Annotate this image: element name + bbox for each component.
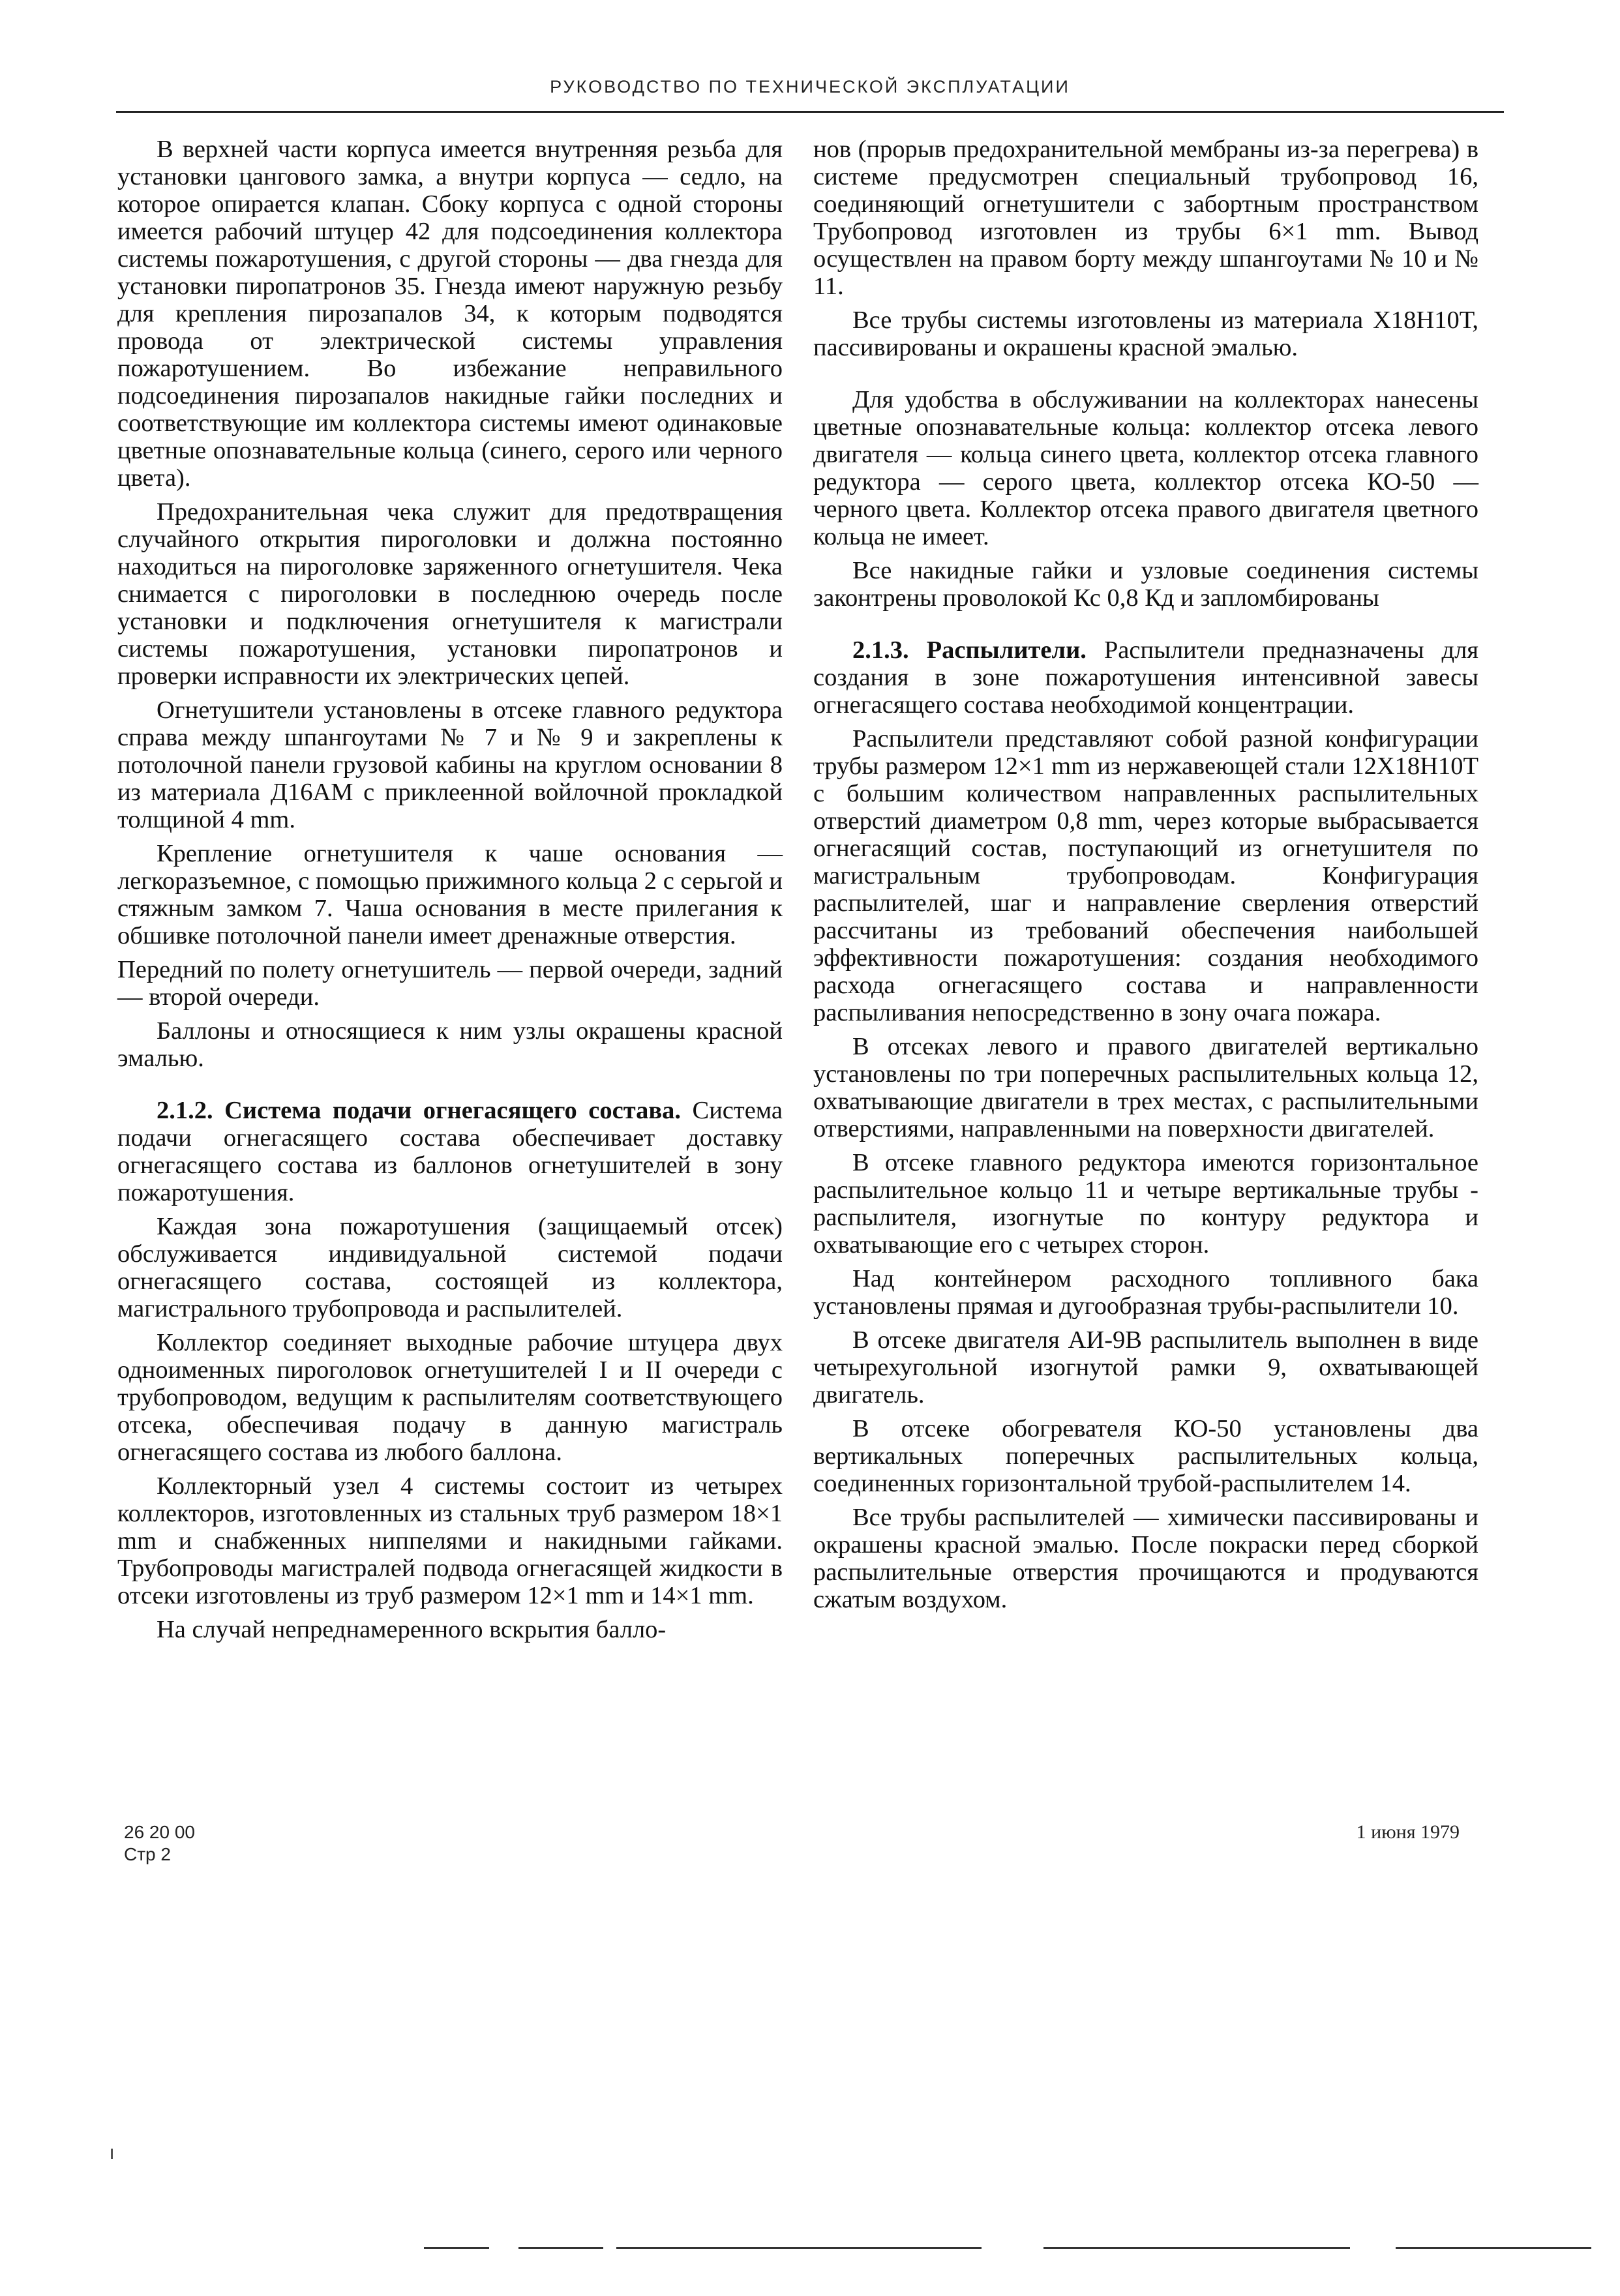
section-paragraph <box>813 636 1478 719</box>
document-code: 26 20 00 <box>124 1822 195 1842</box>
paragraph: Каждая зона пожаротушения (защищаемый отсек) обслуживается индивидуальной системой подачи огнегасящего состава, состоящей из коллектора, магистрального трубопровода и распылителей. <box>117 1213 783 1322</box>
running-header: РУКОВОДСТВО ПО ТЕХНИЧЕСКОЙ ЭКСПЛУАТАЦИИ <box>550 77 1070 97</box>
paragraph: Все трубы распылителей — химически пассивированы и окрашены красной эмалью. После покраски перед сборкой распылительные отверстия прочищаются и продуваются сжатым воздухом. <box>813 1504 1478 1613</box>
left-column <box>117 136 783 1650</box>
paragraph: В отсеке обогревателя КО-50 установлены два вертикальных поперечных распылительных кольца, соединенных горизонтальной трубой-распылителем 14. <box>813 1415 1478 1497</box>
paragraph: На случай непреднамеренного вскрытия балло- <box>157 1616 667 1643</box>
section-heading-2-1-3: 2.1.3. Распылители. <box>852 636 1087 664</box>
header-rule <box>116 111 1504 113</box>
paragraph: В отсеке двигателя АИ-9В распылитель выполнен в виде четырехугольной изогнутой рамки 9, охватывающей двигатель. <box>813 1326 1478 1409</box>
scan-speck <box>111 2149 113 2159</box>
paragraph: В отсеке главного редуктора имеются горизонтальное распылительное кольцо 11 и четыре вертикальные трубы - распылителя, изогнутые по контуру редуктора и охватывающие его с четырех сторон. <box>813 1149 1478 1259</box>
scan-artifact-line <box>1396 2247 1591 2249</box>
paragraph: Баллоны и относящиеся к ним узлы окрашены красной эмалью. <box>117 1017 783 1072</box>
scan-artifact-line <box>1043 2247 1350 2249</box>
paragraph: Все накидные гайки и узловые соединения системы законтрены проволокой Кс 0,8 Кд и запломбированы <box>813 557 1478 612</box>
section-heading-2-1-2: 2.1.2. Система подачи огнегасящего состава. <box>157 1097 682 1124</box>
paragraph: Коллектор соединяет выходные рабочие штуцера двух одноименных пироголовок огнетушителей I и II очереди с трубопроводом, ведущим к распылителям соответствующего отсека, обеспечивая подачу в данную магистраль огнегасящего состава из любого баллона. <box>117 1329 783 1466</box>
paragraph: Крепление огнетушителя к чаше основания — легкоразъемное, с помощью прижимного кольца 2 с серьгой и стяжным замком 7. Чаша основания в месте прилегания к обшивке потолочной панели имеет дренажные отверстия. <box>117 840 783 949</box>
scan-artifact-line <box>424 2247 489 2249</box>
page-number: Стр 2 <box>124 1844 171 1864</box>
paragraph: Предохранительная чека служит для предотвращения случайного открытия пироголовки и должна постоянно находиться на пироголовке заряженного огнетушителя. Чека снимается с пироголовки в последнюю очередь после установки и подключения огнетушителя к магистрали системы пожаротушения, установки пиропатронов и проверки исправности их электрических цепей. <box>117 498 783 690</box>
section-text: Система подачи огнегасящего состава обеспечивает доставку огнегасящего состава из баллонов огнетушителей в зону пожаротушения. <box>117 1097 783 1206</box>
paragraph: В верхней части корпуса имеется внутренняя резьба для установки цангового замка, а внутри корпуса — седло, на которое опирается клапан. Сбоку корпуса с одной стороны имеется рабочий штуцер 42 для подсоединения коллектора системы пожаротушения, с другой стороны — два гнезда для установки пиропатронов 35. Гнезда имеют наружную резьбу для крепления пирозапалов 34, к которым подводятся провода от электрической системы управления пожаротушением. Во избежание неправильного подсоединения пирозапалов накидные гайки последних и соответствующие им коллектора системы имеют одинаковые цветные опознавательные кольца (синего, серого или черного цвета). <box>117 136 783 492</box>
section-paragraph <box>117 1097 783 1206</box>
scan-artifact-line <box>518 2247 603 2249</box>
footer-date: 1 июня 1979 <box>1356 1821 1460 1843</box>
paragraph: Распылители представляют собой разной конфигурации трубы размером 12×1 mm из нержавеющей стали 12Х18Н10Т с большим количеством направленных распылительных отверстий диаметром 0,8 mm, через которые выбрасывается огнегасящий состав, поступающий из огнетушителя по магистральным трубопроводам. Конфигурация распылителей, шаг и направление сверления отверстий рассчитаны из требований обеспечения наибольшей эффективности пожаротушения: создания необходимого расхода огнегасящего состава и направленности распыливания непосредственно в зону очага пожара. <box>813 725 1478 1026</box>
scan-artifact-line <box>616 2247 982 2249</box>
paragraph: Все трубы системы изготовлены из материала Х18Н10Т, пассивированы и окрашены красной эмалью. <box>813 306 1478 361</box>
paragraph: Огнетушители установлены в отсеке главного редуктора справа между шпангоутами № 7 и № 9 и закреплены к потолочной панели грузовой кабины на круглом основании 8 из материала Д16АМ с приклеенной войлочной прокладкой толщиной 4 mm. <box>117 696 783 833</box>
paragraph: Коллекторный узел 4 системы состоит из четырех коллекторов, изготовленных из стальных труб размером 18×1 mm и снабженных ниппелями и накидными гайками. Трубопроводы магистралей подвода огнегасящей жидкости в отсеки изготовлены из труб размером 12×1 mm и 14×1 mm. <box>117 1472 783 1609</box>
right-column <box>813 136 1478 1620</box>
footer-doc-code <box>124 1821 195 1866</box>
paragraph: нов (прорыв предохранительной мембраны из-за перегрева) в системе предусмотрен специальный трубопровод 16, соединяющий огнетушители с забортным пространством Трубопровод изготовлен из трубы 6×1 mm. Вывод осуществлен на правом борту между шпангоутами № 10 и № 11. <box>813 136 1478 300</box>
paragraph: Для удобства в обслуживании на коллекторах нанесены цветные опознавательные кольца: коллектор отсека левого двигателя — кольца синего цвета, коллектор отсека главного редуктора — серого цвета, коллектор отсека КО-50 — черного цвета. Коллектор отсека правого двигателя цветного кольца не имеет. <box>813 386 1478 550</box>
paragraph: Над контейнером расходного топливного бака установлены прямая и дугообразная трубы-распылители 10. <box>813 1265 1478 1320</box>
section-text: Распылители предназначены для создания в зоне пожаротушения интенсивной завесы огнегасящего состава необходимой концентрации. <box>813 636 1478 719</box>
paragraph: Передний по полету огнетушитель — первой очереди, задний — второй очереди. <box>117 956 783 1011</box>
paragraph: В отсеках левого и правого двигателей вертикально установлены по три поперечных распылительных кольца 12, охватывающие двигатели в трех местах, с распылительными отверстиями, направленными на поверхности двигателей. <box>813 1033 1478 1142</box>
